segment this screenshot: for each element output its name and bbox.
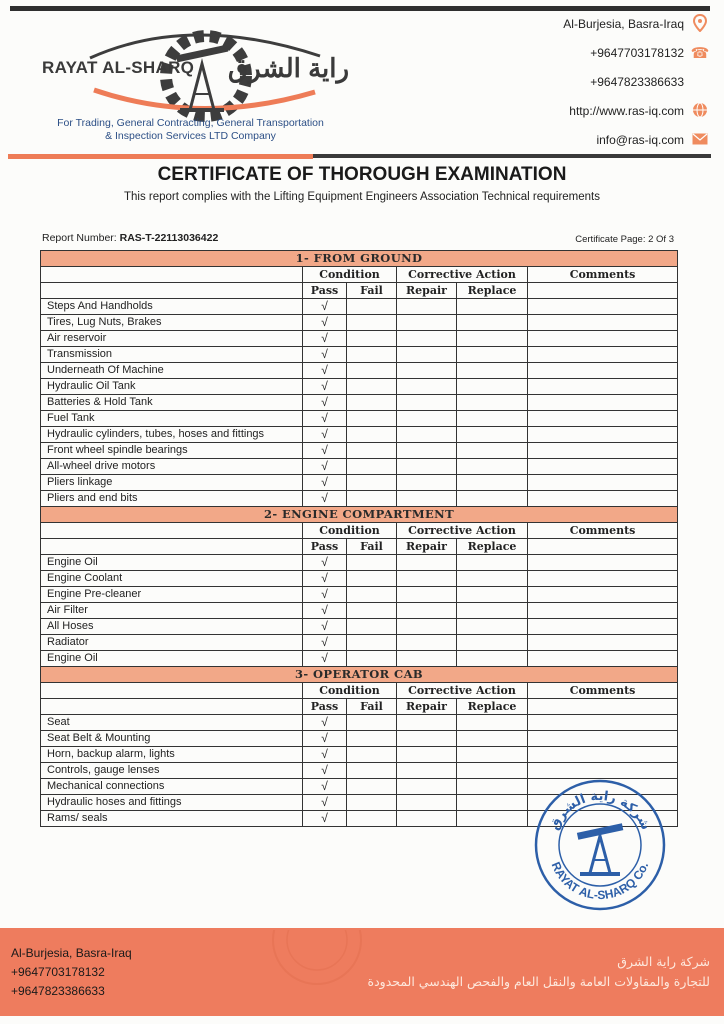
replace-cell <box>457 731 528 747</box>
replace-cell <box>457 491 528 507</box>
item-label: Engine Pre-cleaner <box>41 587 303 603</box>
footer-band <box>0 928 724 1016</box>
globe-icon <box>690 102 710 122</box>
comments-cell <box>528 331 678 347</box>
fail-cell <box>347 619 397 635</box>
replace-cell <box>457 315 528 331</box>
replace-cell <box>457 747 528 763</box>
table-row <box>41 651 678 667</box>
replace-cell <box>457 587 528 603</box>
table-row <box>41 427 678 443</box>
pass-check-icon: √ <box>303 587 347 603</box>
table-row <box>41 459 678 475</box>
table-row <box>41 395 678 411</box>
fail-cell <box>347 347 397 363</box>
certificate-page: Certificate Page: 2 Of 3 <box>575 234 674 245</box>
repair-cell <box>397 619 457 635</box>
pass-check-icon: √ <box>303 379 347 395</box>
fail-cell <box>347 379 397 395</box>
footer-tagline-ar: للتجارة والمقاولات العامة والنقل العام والفحص الهندسي المحدودة <box>367 974 710 989</box>
table-row <box>41 571 678 587</box>
repair-cell <box>397 331 457 347</box>
pass-header: Pass <box>303 539 347 555</box>
tagline-line-1: For Trading, General Contracting, General Transportation <box>57 117 324 129</box>
item-label: Pliers linkage <box>41 475 303 491</box>
column-subheader-row <box>41 539 678 555</box>
fail-cell <box>347 459 397 475</box>
comments-cell <box>528 715 678 731</box>
comments-header: Comments <box>528 683 678 699</box>
repair-header: Repair <box>397 283 457 299</box>
comments-cell <box>528 619 678 635</box>
repair-cell <box>397 651 457 667</box>
corrective-action-header: Corrective Action <box>397 267 528 283</box>
replace-cell <box>457 571 528 587</box>
comments-cell <box>528 635 678 651</box>
item-label: Engine Oil <box>41 651 303 667</box>
item-label: Air reservoir <box>41 331 303 347</box>
replace-cell <box>457 619 528 635</box>
pass-check-icon: √ <box>303 619 347 635</box>
item-label: Controls, gauge lenses <box>41 763 303 779</box>
fail-cell <box>347 395 397 411</box>
fail-cell <box>347 299 397 315</box>
stamp-text-ar: شركة راية الشرق <box>547 788 654 833</box>
replace-header: Replace <box>457 283 528 299</box>
contact-phone-1: +9647703178132 <box>590 46 684 60</box>
item-label: Horn, backup alarm, lights <box>41 747 303 763</box>
replace-cell <box>457 427 528 443</box>
item-subheader-blank <box>41 699 303 715</box>
comments-cell <box>528 731 678 747</box>
item-header-blank <box>41 523 303 539</box>
replace-header: Replace <box>457 539 528 555</box>
fail-cell <box>347 331 397 347</box>
replace-cell <box>457 299 528 315</box>
item-label: Front wheel spindle bearings <box>41 443 303 459</box>
contact-address: Al-Burjesia, Basra-Iraq <box>563 17 684 31</box>
column-subheader-row <box>41 283 678 299</box>
section-header-row <box>41 667 678 683</box>
repair-cell <box>397 475 457 491</box>
pass-check-icon: √ <box>303 315 347 331</box>
item-label: All-wheel drive motors <box>41 459 303 475</box>
pass-check-icon: √ <box>303 443 347 459</box>
pass-check-icon: √ <box>303 395 347 411</box>
table-row <box>41 603 678 619</box>
pass-check-icon: √ <box>303 347 347 363</box>
pass-check-icon: √ <box>303 635 347 651</box>
comments-cell <box>528 763 678 779</box>
item-label: Hydraulic Oil Tank <box>41 379 303 395</box>
header-rule-dark <box>313 154 711 158</box>
comments-cell <box>528 459 678 475</box>
repair-cell <box>397 731 457 747</box>
table-row <box>41 763 678 779</box>
repair-cell <box>397 587 457 603</box>
fail-cell <box>347 779 397 795</box>
footer-contacts <box>11 944 132 1001</box>
item-label: All Hoses <box>41 619 303 635</box>
replace-cell <box>457 795 528 811</box>
replace-cell <box>457 779 528 795</box>
repair-cell <box>397 811 457 827</box>
page-subtitle: This report complies with the Lifting Equipment Engineers Association Technical requirements <box>123 191 600 203</box>
replace-cell <box>457 395 528 411</box>
section-title: 1- FROM GROUND <box>41 251 678 267</box>
pass-check-icon: √ <box>303 411 347 427</box>
pass-check-icon: √ <box>303 779 347 795</box>
pass-check-icon: √ <box>303 795 347 811</box>
item-label: Tires, Lug Nuts, Brakes <box>41 315 303 331</box>
comments-header: Comments <box>528 267 678 283</box>
table-row <box>41 315 678 331</box>
comments-cell <box>528 747 678 763</box>
replace-cell <box>457 555 528 571</box>
column-group-header-row <box>41 267 678 283</box>
comments-cell <box>528 315 678 331</box>
page-title: CERTIFICATE OF THOROUGH EXAMINATION <box>157 164 567 185</box>
pass-check-icon: √ <box>303 603 347 619</box>
repair-cell <box>397 427 457 443</box>
tagline-line-2: & Inspection Services LTD Company <box>105 130 276 142</box>
footer-watermark-seal-icon <box>272 930 362 990</box>
table-row <box>41 491 678 507</box>
location-pin-icon <box>690 14 710 36</box>
pass-header: Pass <box>303 699 347 715</box>
comments-cell <box>528 427 678 443</box>
item-header-blank <box>41 267 303 283</box>
table-row <box>41 347 678 363</box>
replace-cell <box>457 347 528 363</box>
comments-cell <box>528 443 678 459</box>
repair-cell <box>397 411 457 427</box>
logo-name-en: RAYAT AL-SHARQ <box>42 58 195 77</box>
fail-header: Fail <box>347 539 397 555</box>
repair-cell <box>397 315 457 331</box>
comments-cell <box>528 411 678 427</box>
top-rule <box>10 6 710 11</box>
repair-cell <box>397 763 457 779</box>
footer-phone-1: +9647703178132 <box>11 965 105 979</box>
fail-cell <box>347 715 397 731</box>
comments-cell <box>528 587 678 603</box>
contact-website[interactable]: http://www.ras-iq.com <box>569 104 684 118</box>
fail-cell <box>347 315 397 331</box>
fail-cell <box>347 555 397 571</box>
replace-cell <box>457 651 528 667</box>
stamp-pump-icon <box>577 823 623 876</box>
item-label: Hydraulic hoses and fittings <box>41 795 303 811</box>
pass-check-icon: √ <box>303 459 347 475</box>
replace-cell <box>457 411 528 427</box>
table-row <box>41 331 678 347</box>
section-header-row <box>41 251 678 267</box>
item-label: Underneath Of Machine <box>41 363 303 379</box>
footer-company-ar <box>368 952 710 992</box>
comments-cell <box>528 363 678 379</box>
comments-subheader-blank <box>528 699 678 715</box>
corrective-action-header: Corrective Action <box>397 683 528 699</box>
pass-check-icon: √ <box>303 811 347 827</box>
fail-cell <box>347 747 397 763</box>
logo-name-ar: راية الشرق <box>228 53 350 83</box>
item-label: Pliers and end bits <box>41 491 303 507</box>
repair-cell <box>397 299 457 315</box>
repair-cell <box>397 347 457 363</box>
email-icon <box>690 132 710 149</box>
item-label: Fuel Tank <box>41 411 303 427</box>
fail-cell <box>347 363 397 379</box>
fail-header: Fail <box>347 283 397 299</box>
fail-cell <box>347 491 397 507</box>
fail-cell <box>347 475 397 491</box>
repair-cell <box>397 555 457 571</box>
section-title: 2- ENGINE COMPARTMENT <box>41 507 678 523</box>
replace-cell <box>457 331 528 347</box>
column-group-header-row <box>41 523 678 539</box>
repair-cell <box>397 635 457 651</box>
replace-cell <box>457 715 528 731</box>
column-group-header-row <box>41 683 678 699</box>
pass-check-icon: √ <box>303 299 347 315</box>
footer-company-name-ar: شركة راية الشرق <box>617 954 710 969</box>
condition-header: Condition <box>303 683 397 699</box>
comments-cell <box>528 555 678 571</box>
table-row <box>41 731 678 747</box>
item-label: Air Filter <box>41 603 303 619</box>
report-number <box>42 232 218 244</box>
repair-cell <box>397 443 457 459</box>
comments-subheader-blank <box>528 539 678 555</box>
fail-cell <box>347 795 397 811</box>
pass-check-icon: √ <box>303 491 347 507</box>
item-label: Steps And Handholds <box>41 299 303 315</box>
fail-header: Fail <box>347 699 397 715</box>
repair-cell <box>397 603 457 619</box>
comments-cell <box>528 347 678 363</box>
item-label: Engine Coolant <box>41 571 303 587</box>
comments-cell <box>528 475 678 491</box>
comments-cell <box>528 395 678 411</box>
contact-email[interactable]: info@ras-iq.com <box>596 133 684 147</box>
comments-cell <box>528 379 678 395</box>
replace-header: Replace <box>457 699 528 715</box>
table-row <box>41 555 678 571</box>
table-row <box>41 411 678 427</box>
section-header-row <box>41 507 678 523</box>
comments-cell <box>528 603 678 619</box>
table-row <box>41 363 678 379</box>
column-subheader-row <box>41 699 678 715</box>
comments-cell <box>528 651 678 667</box>
pass-check-icon: √ <box>303 747 347 763</box>
table-row <box>41 475 678 491</box>
contact-block <box>563 14 684 159</box>
report-number-label: Report Number: <box>42 232 117 244</box>
repair-cell <box>397 571 457 587</box>
company-tagline <box>38 117 343 143</box>
item-label: Rams/ seals <box>41 811 303 827</box>
item-label: Seat Belt & Mounting <box>41 731 303 747</box>
pass-check-icon: √ <box>303 763 347 779</box>
repair-header: Repair <box>397 539 457 555</box>
repair-cell <box>397 747 457 763</box>
fail-cell <box>347 427 397 443</box>
replace-cell <box>457 443 528 459</box>
pass-check-icon: √ <box>303 571 347 587</box>
table-row <box>41 715 678 731</box>
replace-cell <box>457 811 528 827</box>
comments-cell <box>528 299 678 315</box>
repair-cell <box>397 363 457 379</box>
pass-check-icon: √ <box>303 555 347 571</box>
company-logo <box>30 18 350 123</box>
header-rule-orange <box>8 154 313 159</box>
fail-cell <box>347 603 397 619</box>
repair-header: Repair <box>397 699 457 715</box>
item-label: Mechanical connections <box>41 779 303 795</box>
condition-header: Condition <box>303 267 397 283</box>
item-label: Seat <box>41 715 303 731</box>
comments-header: Comments <box>528 523 678 539</box>
item-subheader-blank <box>41 539 303 555</box>
item-label: Batteries & Hold Tank <box>41 395 303 411</box>
fail-cell <box>347 587 397 603</box>
pass-check-icon: √ <box>303 651 347 667</box>
table-row <box>41 299 678 315</box>
item-subheader-blank <box>41 283 303 299</box>
footer-address: Al-Burjesia, Basra-Iraq <box>11 946 132 960</box>
replace-cell <box>457 379 528 395</box>
fail-cell <box>347 731 397 747</box>
phone-icon: ☎ <box>690 45 710 62</box>
item-label: Radiator <box>41 635 303 651</box>
section-title: 3- OPERATOR CAB <box>41 667 678 683</box>
repair-cell <box>397 395 457 411</box>
pass-check-icon: √ <box>303 731 347 747</box>
table-row <box>41 587 678 603</box>
fail-cell <box>347 651 397 667</box>
repair-cell <box>397 779 457 795</box>
fail-cell <box>347 571 397 587</box>
corrective-action-header: Corrective Action <box>397 523 528 539</box>
table-row <box>41 379 678 395</box>
replace-cell <box>457 475 528 491</box>
repair-cell <box>397 379 457 395</box>
replace-cell <box>457 635 528 651</box>
pass-check-icon: √ <box>303 363 347 379</box>
fail-cell <box>347 411 397 427</box>
pass-check-icon: √ <box>303 475 347 491</box>
replace-cell <box>457 363 528 379</box>
table-row <box>41 619 678 635</box>
replace-cell <box>457 459 528 475</box>
repair-cell <box>397 459 457 475</box>
pass-header: Pass <box>303 283 347 299</box>
examination-table <box>40 250 678 827</box>
replace-cell <box>457 603 528 619</box>
pass-check-icon: √ <box>303 331 347 347</box>
condition-header: Condition <box>303 523 397 539</box>
replace-cell <box>457 763 528 779</box>
table-row <box>41 747 678 763</box>
contact-phone-2: +9647823386633 <box>590 75 684 89</box>
pass-check-icon: √ <box>303 427 347 443</box>
report-number-value: RAS-T-22113036422 <box>119 232 219 244</box>
fail-cell <box>347 443 397 459</box>
comments-cell <box>528 571 678 587</box>
company-stamp <box>533 778 667 912</box>
repair-cell <box>397 491 457 507</box>
fail-cell <box>347 635 397 651</box>
footer-phone-2: +9647823386633 <box>11 984 105 998</box>
repair-cell <box>397 715 457 731</box>
table-row <box>41 635 678 651</box>
repair-cell <box>397 795 457 811</box>
item-label: Engine Oil <box>41 555 303 571</box>
item-header-blank <box>41 683 303 699</box>
stamp-text-en: RAYAT AL-SHARQ Co. <box>548 859 652 903</box>
pass-check-icon: √ <box>303 715 347 731</box>
item-label: Transmission <box>41 347 303 363</box>
item-label: Hydraulic cylinders, tubes, hoses and fittings <box>41 427 303 443</box>
comments-cell <box>528 491 678 507</box>
comments-subheader-blank <box>528 283 678 299</box>
fail-cell <box>347 811 397 827</box>
table-row <box>41 443 678 459</box>
fail-cell <box>347 763 397 779</box>
